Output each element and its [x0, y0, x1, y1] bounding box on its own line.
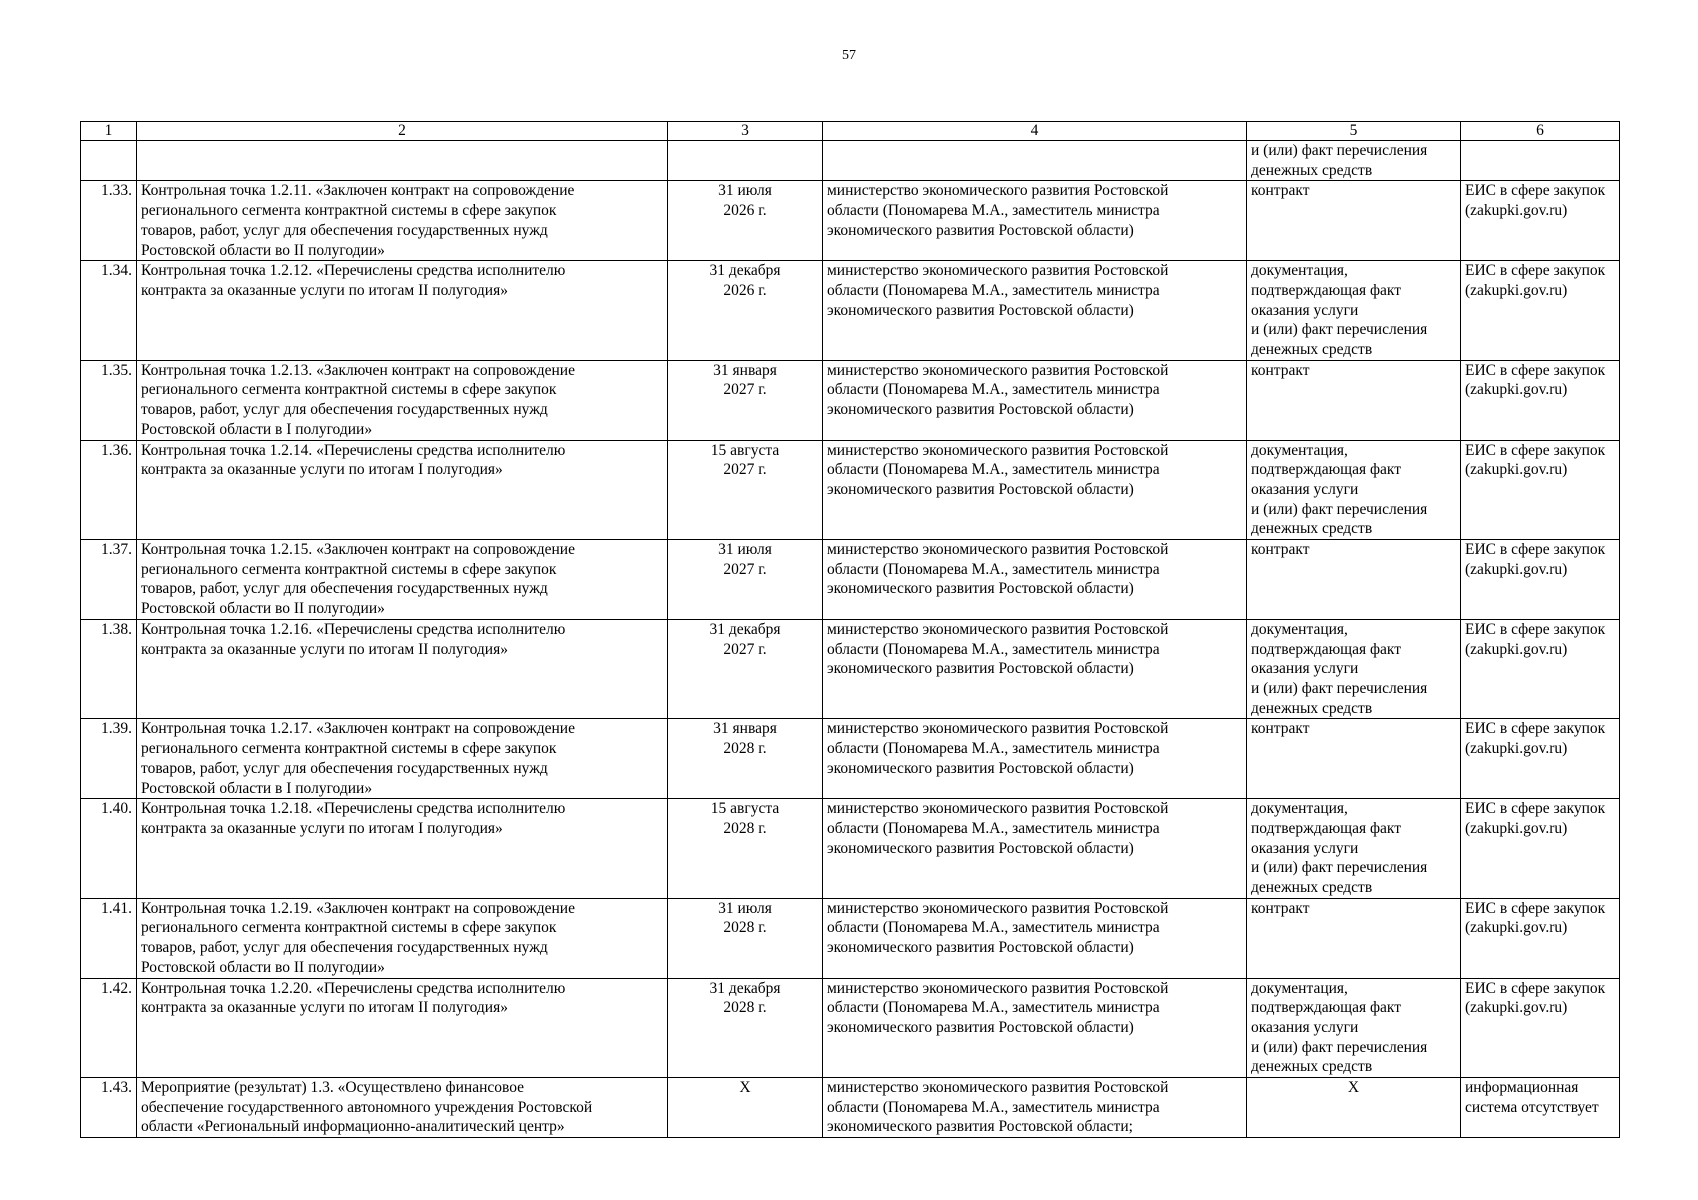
responsible-cell: министерство экономического развития Ростовской области (Пономарева М.А., заместитель министра экономического развития Ростовской области) — [823, 261, 1247, 361]
responsible-cell: министерство экономического развития Ростовской области (Пономарева М.А., заместитель министра экономического развития Ростовской области) — [823, 540, 1247, 620]
event-name-cell: Контрольная точка 1.2.16. «Перечислены средства исполнителю контракта за оказанные услуги по итогам II полугодия» — [137, 619, 668, 719]
row-number-cell: 1.43. — [81, 1078, 137, 1138]
information-system-cell: ЕИС в сфере закупок (zakupki.gov.ru) — [1461, 261, 1620, 361]
column-header: 2 — [137, 122, 668, 141]
event-name-cell: Контрольная точка 1.2.15. «Заключен контракт на сопровождение регионального сегмента контрактной системы в сфере закупок товаров, работ, услуг для обеспечения государственных нужд Ростовской области во II полугодии» — [137, 540, 668, 620]
row-number-cell: 1.39. — [81, 719, 137, 799]
row-number-cell: 1.41. — [81, 898, 137, 978]
row-number-cell: 1.33. — [81, 181, 137, 261]
row-number-cell: 1.34. — [81, 261, 137, 361]
document-cell: документация, подтверждающая факт оказания услуги и (или) факт перечисления денежных средств — [1247, 261, 1461, 361]
responsible-cell: министерство экономического развития Ростовской области (Пономарева М.А., заместитель министра экономического развития Ростовской области) — [823, 799, 1247, 899]
deadline-cell — [668, 141, 823, 181]
responsible-cell: министерство экономического развития Ростовской области (Пономарева М.А., заместитель министра экономического развития Ростовской области) — [823, 978, 1247, 1078]
document-cell: документация, подтверждающая факт оказания услуги и (или) факт перечисления денежных средств — [1247, 799, 1461, 899]
event-name-cell: Мероприятие (результат) 1.3. «Осуществлено финансовое обеспечение государственного автономного учреждения Ростовской области «Региональный информационно-аналитический центр» — [137, 1078, 668, 1138]
row-number-cell: 1.37. — [81, 540, 137, 620]
document-cell: документация, подтверждающая факт оказания услуги и (или) факт перечисления денежных средств — [1247, 619, 1461, 719]
event-name-cell — [137, 141, 668, 181]
deadline-cell: 31 июля 2027 г. — [668, 540, 823, 620]
responsible-cell — [823, 141, 1247, 181]
row-number-cell: 1.35. — [81, 360, 137, 440]
document-cell: документация, подтверждающая факт оказания услуги и (или) факт перечисления денежных средств — [1247, 978, 1461, 1078]
column-header: 5 — [1247, 122, 1461, 141]
document-cell: документация, подтверждающая факт оказания услуги и (или) факт перечисления денежных средств — [1247, 440, 1461, 540]
deadline-cell: 15 августа 2027 г. — [668, 440, 823, 540]
row-number-cell: 1.42. — [81, 978, 137, 1078]
responsible-cell: министерство экономического развития Ростовской области (Пономарева М.А., заместитель министра экономического развития Ростовской области) — [823, 360, 1247, 440]
event-name-cell: Контрольная точка 1.2.11. «Заключен контракт на сопровождение регионального сегмента контрактной системы в сфере закупок товаров, работ, услуг для обеспечения государственных нужд Ростовской области во II полугодии» — [137, 181, 668, 261]
page-number: 57 — [842, 48, 856, 63]
responsible-cell: министерство экономического развития Ростовской области (Пономарева М.А., заместитель министра экономического развития Ростовской области) — [823, 719, 1247, 799]
table-row — [81, 719, 1620, 799]
event-name-cell: Контрольная точка 1.2.14. «Перечислены средства исполнителю контракта за оказанные услуги по итогам I полугодия» — [137, 440, 668, 540]
event-name-cell: Контрольная точка 1.2.18. «Перечислены средства исполнителю контракта за оказанные услуги по итогам I полугодия» — [137, 799, 668, 899]
information-system-cell: информационная система отсутствует — [1461, 1078, 1620, 1138]
table-row — [81, 619, 1620, 719]
information-system-cell: ЕИС в сфере закупок (zakupki.gov.ru) — [1461, 898, 1620, 978]
table-row — [81, 898, 1620, 978]
column-header: 4 — [823, 122, 1247, 141]
table-row — [81, 978, 1620, 1078]
row-number-cell — [81, 141, 137, 181]
deadline-cell: 31 июля 2026 г. — [668, 181, 823, 261]
information-system-cell: ЕИС в сфере закупок (zakupki.gov.ru) — [1461, 719, 1620, 799]
event-name-cell: Контрольная точка 1.2.20. «Перечислены средства исполнителю контракта за оказанные услуги по итогам II полугодия» — [137, 978, 668, 1078]
responsible-cell: министерство экономического развития Ростовской области (Пономарева М.А., заместитель министра экономического развития Ростовской области) — [823, 181, 1247, 261]
document-cell: контракт — [1247, 898, 1461, 978]
table-row — [81, 360, 1620, 440]
row-number-cell: 1.36. — [81, 440, 137, 540]
control-points-table — [80, 121, 1620, 1138]
document-cell: X — [1247, 1078, 1461, 1138]
information-system-cell: ЕИС в сфере закупок (zakupki.gov.ru) — [1461, 360, 1620, 440]
column-header: 3 — [668, 122, 823, 141]
deadline-cell: 31 декабря 2027 г. — [668, 619, 823, 719]
deadline-cell: X — [668, 1078, 823, 1138]
deadline-cell: 15 августа 2028 г. — [668, 799, 823, 899]
document-cell: и (или) факт перечисления денежных средств — [1247, 141, 1461, 181]
responsible-cell: министерство экономического развития Ростовской области (Пономарева М.А., заместитель министра экономического развития Ростовской области) — [823, 619, 1247, 719]
event-name-cell: Контрольная точка 1.2.13. «Заключен контракт на сопровождение регионального сегмента контрактной системы в сфере закупок товаров, работ, услуг для обеспечения государственных нужд Ростовской области в I полугодии» — [137, 360, 668, 440]
event-name-cell: Контрольная точка 1.2.12. «Перечислены средства исполнителю контракта за оказанные услуги по итогам II полугодия» — [137, 261, 668, 361]
information-system-cell: ЕИС в сфере закупок (zakupki.gov.ru) — [1461, 799, 1620, 899]
row-number-cell: 1.40. — [81, 799, 137, 899]
table-row — [81, 261, 1620, 361]
event-name-cell: Контрольная точка 1.2.17. «Заключен контракт на сопровождение регионального сегмента контрактной системы в сфере закупок товаров, работ, услуг для обеспечения государственных нужд Ростовской области в I полугодии» — [137, 719, 668, 799]
deadline-cell: 31 января 2027 г. — [668, 360, 823, 440]
document-cell: контракт — [1247, 360, 1461, 440]
table-row — [81, 799, 1620, 899]
column-header: 1 — [81, 122, 137, 141]
document-cell: контракт — [1247, 719, 1461, 799]
responsible-cell: министерство экономического развития Ростовской области (Пономарева М.А., заместитель министра экономического развития Ростовской области) — [823, 440, 1247, 540]
table-row — [81, 540, 1620, 620]
table-row — [81, 141, 1620, 181]
information-system-cell: ЕИС в сфере закупок (zakupki.gov.ru) — [1461, 978, 1620, 1078]
responsible-cell: министерство экономического развития Ростовской области (Пономарева М.А., заместитель министра экономического развития Ростовской области) — [823, 898, 1247, 978]
event-name-cell: Контрольная точка 1.2.19. «Заключен контракт на сопровождение регионального сегмента контрактной системы в сфере закупок товаров, работ, услуг для обеспечения государственных нужд Ростовской области во II полугодии» — [137, 898, 668, 978]
information-system-cell: ЕИС в сфере закупок (zakupki.gov.ru) — [1461, 540, 1620, 620]
row-number-cell: 1.38. — [81, 619, 137, 719]
document-cell: контракт — [1247, 540, 1461, 620]
information-system-cell — [1461, 141, 1620, 181]
document-cell: контракт — [1247, 181, 1461, 261]
deadline-cell: 31 января 2028 г. — [668, 719, 823, 799]
deadline-cell: 31 июля 2028 г. — [668, 898, 823, 978]
table-row — [81, 440, 1620, 540]
information-system-cell: ЕИС в сфере закупок (zakupki.gov.ru) — [1461, 440, 1620, 540]
information-system-cell: ЕИС в сфере закупок (zakupki.gov.ru) — [1461, 181, 1620, 261]
responsible-cell: министерство экономического развития Ростовской области (Пономарева М.А., заместитель министра экономического развития Ростовской области; — [823, 1078, 1247, 1138]
deadline-cell: 31 декабря 2026 г. — [668, 261, 823, 361]
information-system-cell: ЕИС в сфере закупок (zakupki.gov.ru) — [1461, 619, 1620, 719]
table-row — [81, 181, 1620, 261]
table-row — [81, 1078, 1620, 1138]
table-header-row — [81, 122, 1620, 141]
deadline-cell: 31 декабря 2028 г. — [668, 978, 823, 1078]
column-header: 6 — [1461, 122, 1620, 141]
